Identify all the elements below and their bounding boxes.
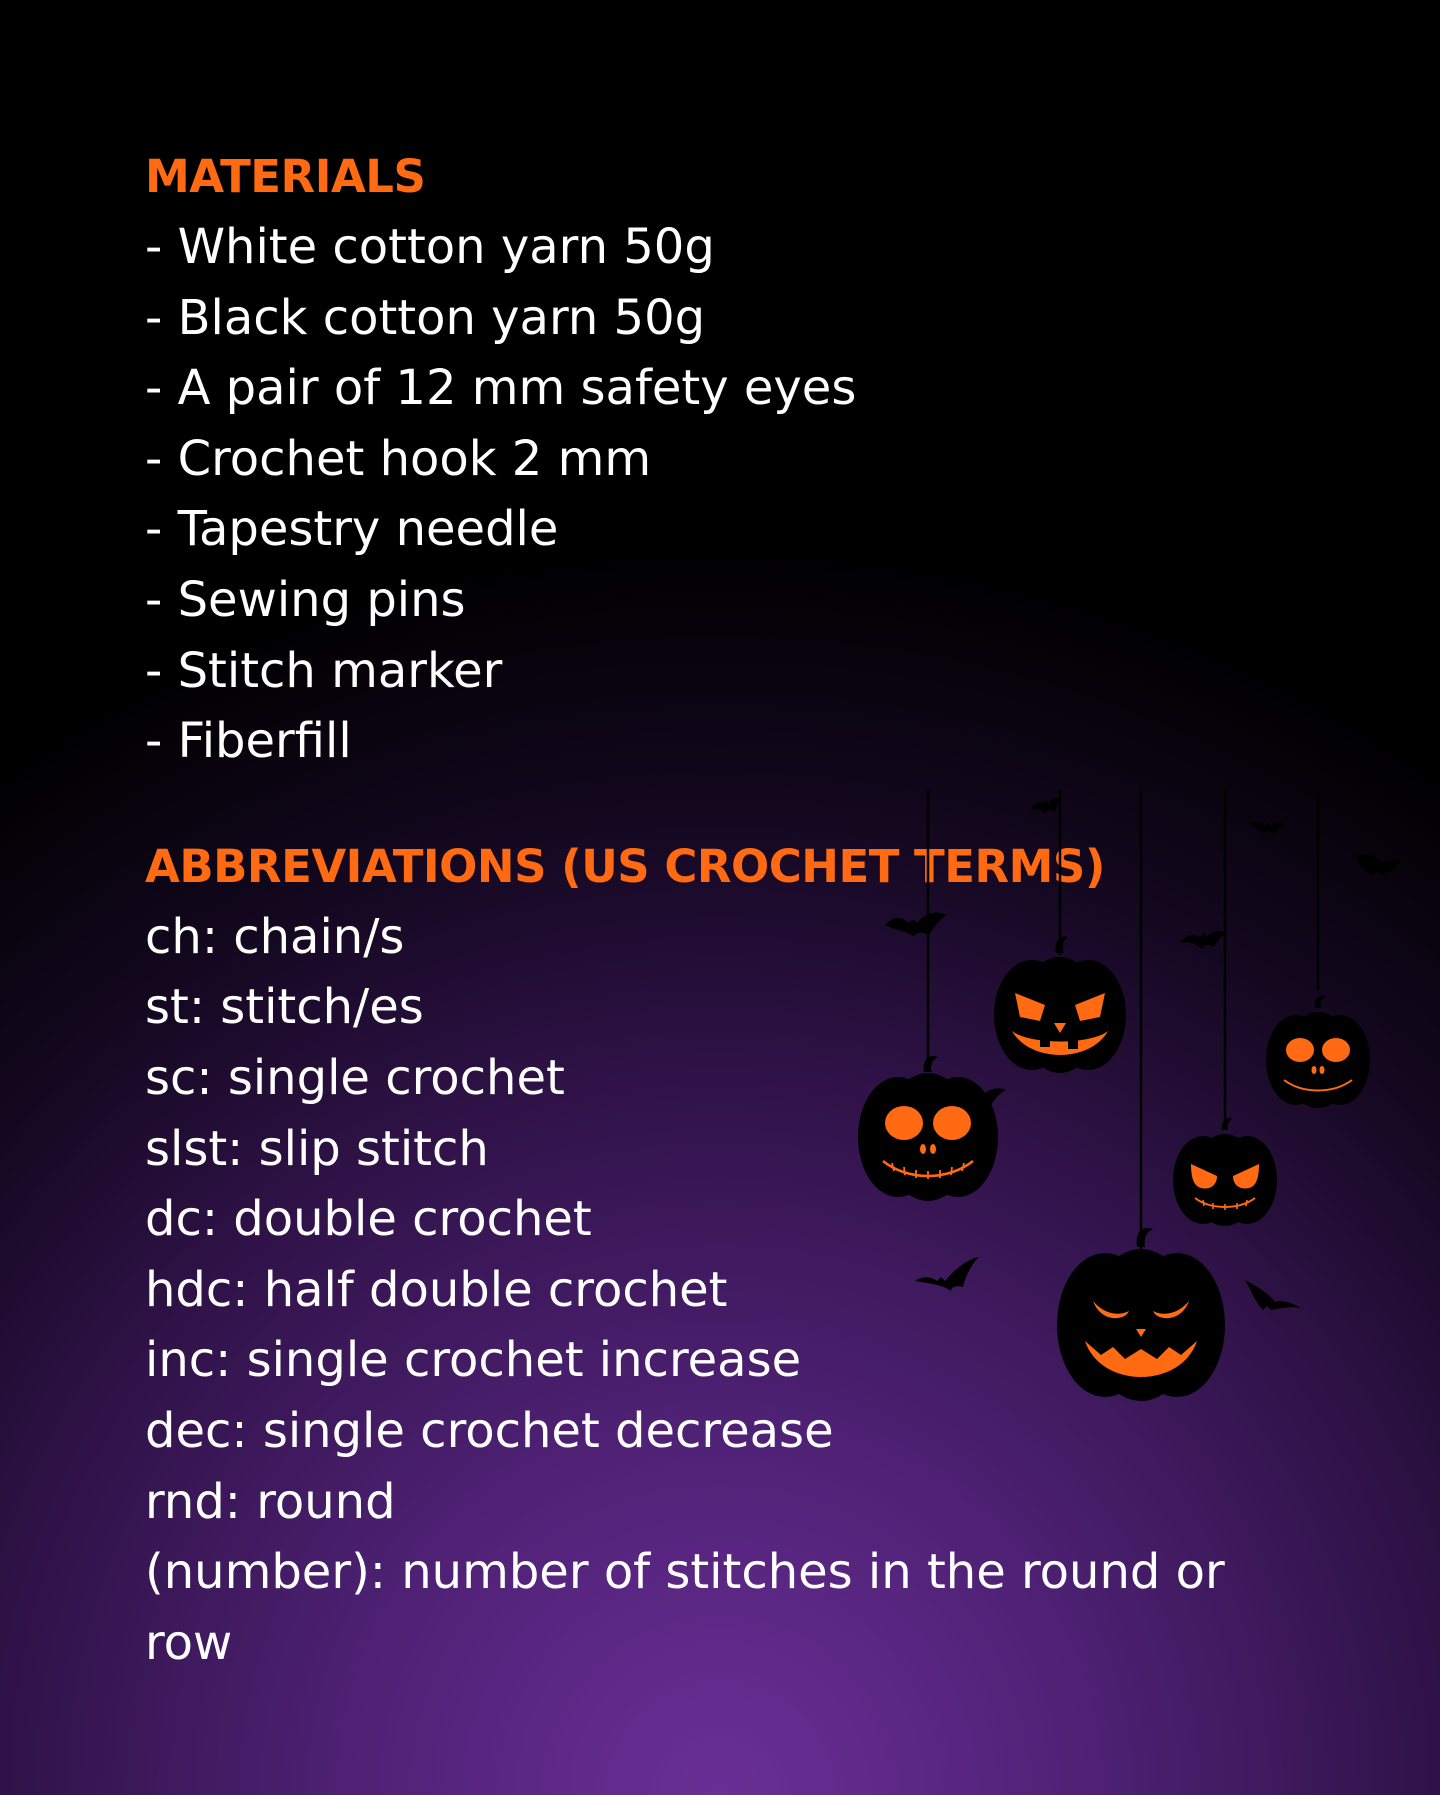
abbreviation-item: dec: single crochet decrease: [145, 1402, 834, 1459]
abbreviation-item: slst: slip stitch: [145, 1120, 489, 1177]
abbreviation-item: rnd: round: [145, 1473, 396, 1530]
materials-item: - Crochet hook 2 mm: [145, 430, 652, 487]
bat-icon: [1180, 931, 1226, 949]
materials-item: - Black cotton yarn 50g: [145, 289, 706, 346]
materials-item: - Sewing pins: [145, 571, 466, 628]
materials-item: - White cotton yarn 50g: [145, 219, 715, 275]
halloween-decoration: [830, 790, 1410, 1430]
bat-icon: [1355, 854, 1401, 875]
materials-list: [145, 212, 1345, 777]
materials-item: - Stitch marker: [145, 642, 503, 699]
pumpkin-icon: [1173, 1118, 1277, 1226]
abbreviation-item: dc: double crochet: [145, 1191, 592, 1248]
abbreviation-item: ch: chain/s: [145, 908, 405, 965]
abbreviation-item: inc: single crochet increase: [145, 1332, 802, 1389]
materials-item: - Fiberfill: [145, 713, 352, 770]
bat-icon: [915, 1257, 979, 1291]
pumpkin-icon: [994, 937, 1126, 1073]
materials-item: - Tapestry needle: [145, 501, 559, 558]
abbreviation-item: sc: single crochet: [145, 1049, 565, 1106]
abbreviations-heading: ABBREVIATIONS (US CROCHET TERMS): [145, 839, 1105, 893]
materials-heading: MATERIALS: [145, 150, 426, 203]
bat-icon: [1250, 822, 1284, 834]
materials-item: - A pair of 12 mm safety eyes: [145, 360, 857, 417]
abbreviation-item: hdc: half double crochet: [145, 1261, 728, 1318]
bat-icon: [1030, 798, 1062, 814]
abbreviation-item: st: stitch/es: [145, 979, 424, 1036]
bat-icon: [1245, 1280, 1301, 1310]
abbreviation-item: (number): number of stitches in the round or row: [145, 1544, 1225, 1671]
pumpkin-icon: [858, 1056, 998, 1201]
bat-icon: [885, 913, 947, 937]
pumpkin-icon: [1266, 996, 1370, 1108]
pumpkin-icon: [1057, 1228, 1225, 1401]
